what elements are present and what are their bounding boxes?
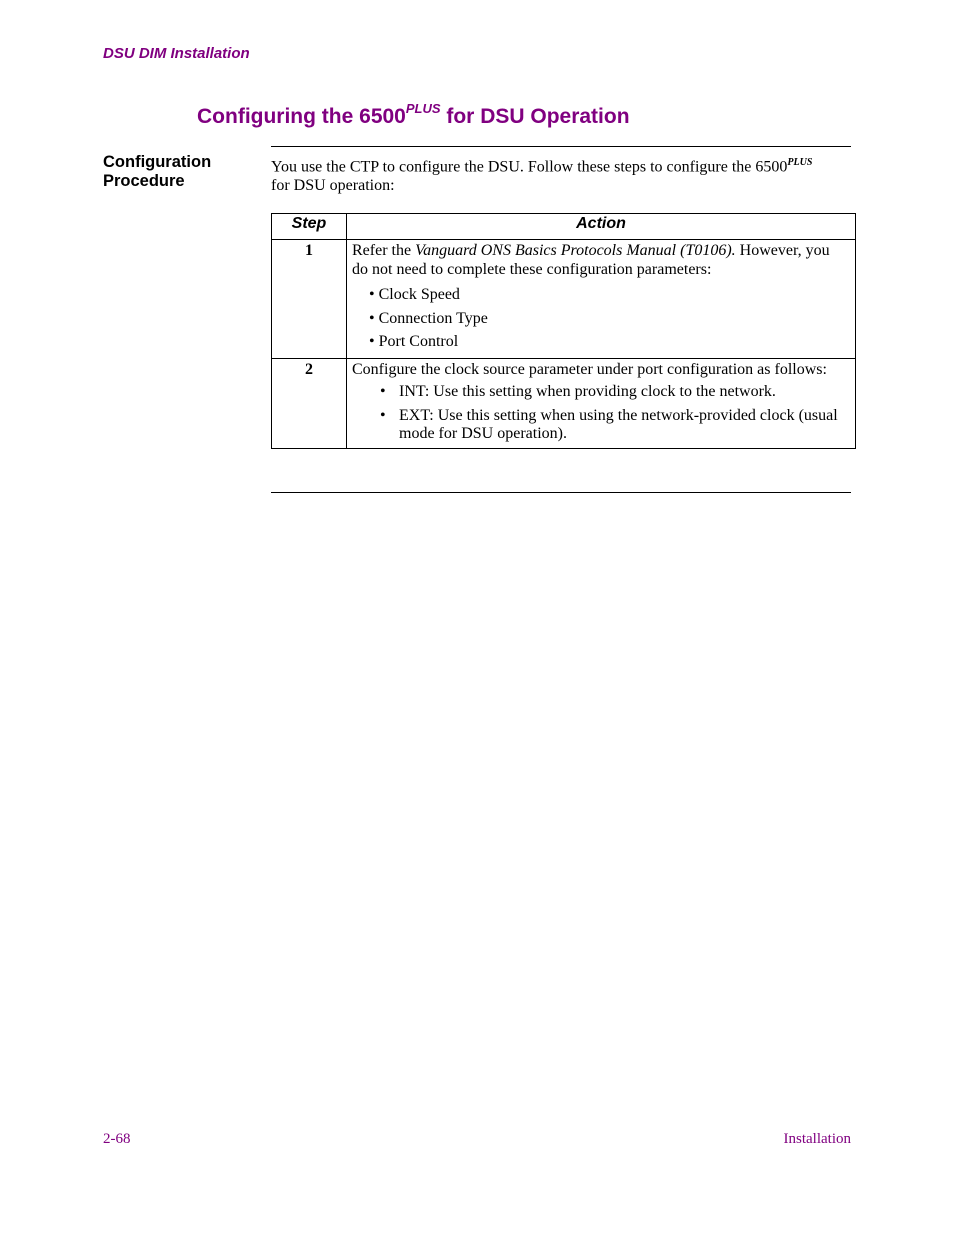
list-item-text: EXT: Use this setting when using the network-provided clock (usual mode for DSU operation). (399, 406, 838, 442)
action-cell (347, 358, 856, 448)
section-title-main: Configuring the 6500 (197, 105, 406, 128)
section-title-superscript: PLUS (405, 101, 441, 116)
table-row (272, 240, 856, 359)
bottom-rule (271, 492, 851, 493)
list-item (352, 407, 847, 444)
list-item: • Port Control (369, 333, 459, 350)
header-action: Action (347, 214, 856, 240)
step-number: 1 (272, 240, 347, 359)
action-text: Configure the clock source parameter under port configuration as follows: (352, 360, 827, 378)
section-title-tail: for DSU Operation (440, 105, 630, 128)
running-head: DSU DIM Installation (103, 45, 250, 62)
parameter-list (352, 283, 847, 354)
manual-title: Vanguard ONS Basics Protocols Manual (T0106). (415, 242, 736, 259)
bullet-glyph: • (380, 383, 386, 400)
page-number: 2-68 (103, 1131, 131, 1147)
action-text-after: However, you do not need to complete these configuration parameters: (352, 242, 830, 278)
section-title (197, 103, 630, 129)
action-cell (347, 240, 856, 359)
bullet-glyph: • (380, 406, 386, 424)
intro-superscript: PLUS (787, 157, 813, 168)
procedure-table (271, 213, 856, 449)
intro-tail: for DSU operation: (271, 177, 395, 195)
list-item: • Clock Speed (369, 286, 460, 303)
side-heading-line1: Configuration (103, 153, 212, 171)
action-text-before: Refer the (352, 242, 416, 259)
clock-option-list (352, 383, 847, 444)
top-rule (271, 146, 851, 147)
step-number: 2 (272, 358, 347, 448)
action-text (352, 242, 847, 279)
side-heading-line2: Procedure (103, 172, 185, 190)
side-heading (103, 153, 211, 191)
intro-paragraph (271, 153, 853, 195)
header-step: Step (272, 214, 347, 240)
intro-main: You use the CTP to configure the DSU. Follow these steps to configure the 6500 (271, 158, 788, 176)
list-item-text: INT: Use this setting when providing clock to the network. (399, 383, 776, 400)
table-header-row (272, 214, 856, 240)
chapter-name: Installation (783, 1131, 851, 1147)
list-item (352, 383, 847, 402)
table-row (272, 358, 856, 448)
list-item: • Connection Type (369, 309, 488, 327)
